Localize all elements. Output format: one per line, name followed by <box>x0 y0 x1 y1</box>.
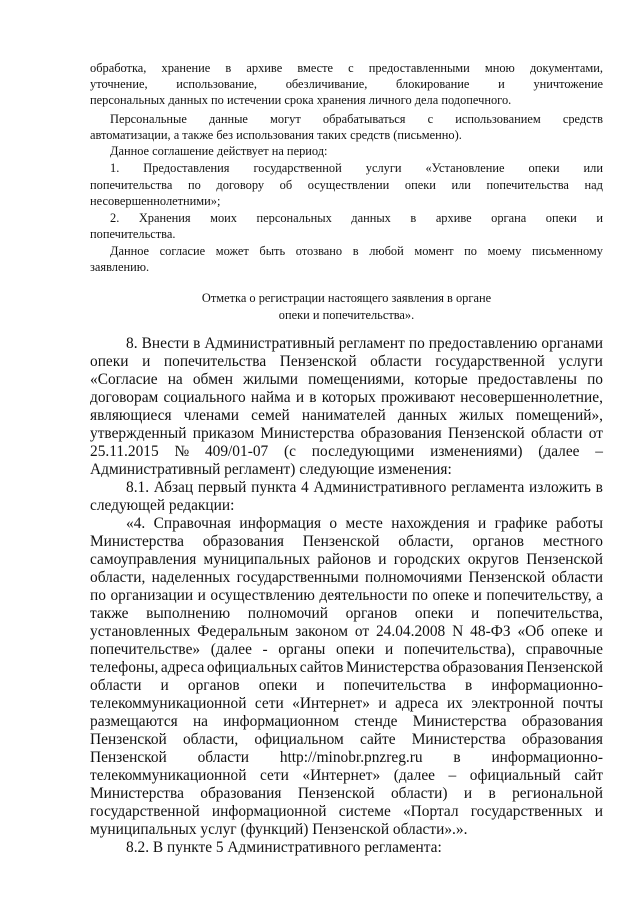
word: информационно- <box>491 677 603 694</box>
word: и <box>385 641 394 658</box>
amendment-line <box>90 695 603 713</box>
word: данных <box>397 407 448 424</box>
word: приказом <box>192 425 255 442</box>
word: самоуправления <box>90 551 197 568</box>
amendment-line <box>90 551 603 569</box>
word: полномочий <box>247 605 328 622</box>
word: системе <box>338 803 391 820</box>
word: обезличивание, <box>285 77 368 91</box>
word: городских <box>393 551 461 568</box>
word: уточнение, <box>90 77 148 91</box>
word: телефоны, <box>90 659 159 676</box>
word: данные <box>209 112 248 126</box>
amendment-line <box>90 443 603 461</box>
word: социального <box>163 389 246 406</box>
word: округов <box>467 551 519 568</box>
word: семей <box>251 407 290 424</box>
word: – <box>595 443 603 460</box>
word: Пензенской <box>447 425 525 442</box>
word: найма <box>250 389 291 406</box>
word: на <box>192 713 209 730</box>
word: на <box>167 371 183 388</box>
word: государственных <box>470 803 583 820</box>
word: деятельности <box>319 587 408 604</box>
consent-line: заявлению. <box>90 260 150 274</box>
word: 409/01-07 <box>204 443 269 460</box>
word: проживают <box>381 389 456 406</box>
word: и <box>378 551 387 568</box>
word: Административного <box>313 479 447 496</box>
word: Хранения <box>138 211 191 225</box>
word: Пензенской <box>302 533 380 550</box>
word: данных <box>351 211 391 225</box>
word: по <box>412 587 428 604</box>
consent-line <box>110 210 603 226</box>
word: использованием <box>455 112 541 126</box>
word: могут <box>270 112 301 126</box>
word: предоставлены <box>477 371 577 388</box>
word: утвержденный <box>90 425 187 442</box>
word: об <box>279 178 293 192</box>
word: жилых <box>459 407 504 424</box>
word: регламента <box>451 479 525 496</box>
word: которых <box>321 389 376 406</box>
word: опеки <box>258 677 298 694</box>
word: официальный <box>469 767 561 784</box>
word: полномочиями <box>365 569 463 586</box>
amendment-line <box>90 641 603 659</box>
word: «Интернет» <box>302 767 381 784</box>
word: «Согласие <box>90 371 158 388</box>
consent-line <box>110 111 603 127</box>
amendment-line <box>90 533 603 551</box>
word: опеке <box>432 587 470 604</box>
word: опеки <box>404 178 436 192</box>
word: также <box>90 605 129 622</box>
word: образования <box>521 731 603 748</box>
word: образования <box>202 533 284 550</box>
amendment-line <box>126 515 603 533</box>
word: работы <box>556 515 603 532</box>
word: государственной <box>435 353 545 370</box>
word: попечительства, <box>496 605 603 622</box>
word: Министерства <box>260 425 355 442</box>
word: попечительства), <box>403 641 516 658</box>
word: обмен <box>192 371 234 388</box>
amendment-line <box>126 479 603 497</box>
word: «Установление <box>425 161 505 175</box>
consent-line <box>90 177 603 193</box>
word: момент <box>414 244 454 258</box>
word: почты <box>562 695 603 712</box>
word: о <box>329 515 338 532</box>
registration-note-line: Отметка о регистрации настоящего заявления в органе <box>201 291 492 305</box>
word: опеки <box>335 641 375 658</box>
amendment-line <box>90 749 603 767</box>
word: официальных <box>206 659 298 676</box>
word: Административный <box>204 335 335 352</box>
word: области) <box>390 785 448 802</box>
word: образования <box>360 425 442 442</box>
word: по <box>587 371 603 388</box>
word: органа <box>491 211 527 225</box>
word: или <box>583 161 603 175</box>
word: нанимателей <box>301 407 386 424</box>
word: 4 <box>301 479 309 496</box>
word: «Портал <box>402 803 459 820</box>
word: и <box>142 353 151 370</box>
word: попечительстве» <box>90 641 201 658</box>
word: письменному <box>531 244 603 258</box>
word: справочные <box>525 641 603 658</box>
amendment-line <box>90 785 603 803</box>
word: электронной <box>471 695 555 712</box>
word: 1. <box>110 161 120 175</box>
amendment-line: муниципальных услуг (функций) Пензенской области».». <box>90 821 468 838</box>
word: и <box>594 623 603 640</box>
word: изменениями) <box>430 443 523 460</box>
word: по <box>408 335 425 352</box>
amendment-line <box>90 659 603 677</box>
word: договору <box>216 178 265 192</box>
word: жилыми <box>243 371 298 388</box>
word: Предоставления <box>143 161 230 175</box>
word: законом <box>295 623 348 640</box>
word: области <box>370 353 422 370</box>
word: Министерства <box>345 659 440 676</box>
word: телекоммуникационной <box>90 695 247 712</box>
word: последующими <box>311 443 415 460</box>
consent-line: автоматизации, а также без использования таких средств (письменно). <box>90 128 462 142</box>
word: Данное <box>110 244 150 258</box>
word: опеки <box>90 353 129 370</box>
word: опеки <box>545 211 577 225</box>
word: органов <box>187 677 240 694</box>
amendment-line: следующей редакции: <box>90 497 235 514</box>
word: опеки <box>528 161 560 175</box>
word: и <box>473 587 482 604</box>
word: и <box>498 77 505 91</box>
word: области <box>90 677 142 694</box>
word: области <box>531 425 583 442</box>
amendment-line <box>90 389 603 407</box>
word: государственной <box>253 161 342 175</box>
word: Пензенской <box>297 785 375 802</box>
word: Пензенской <box>526 551 603 568</box>
consent-line: персональных данных по истечении срока хранения личного дела подопечного. <box>90 93 512 107</box>
word: органов <box>345 605 398 622</box>
word: нахождения <box>391 515 470 532</box>
word: образования <box>521 713 603 730</box>
word: месте <box>345 515 383 532</box>
word: (далее <box>210 641 252 658</box>
word: услуги <box>558 353 603 370</box>
word: адреса <box>395 695 439 712</box>
amendment-line <box>90 587 603 605</box>
word: и <box>316 677 325 694</box>
word: Пензенской <box>468 569 546 586</box>
word: 25.11.2015 <box>90 443 159 460</box>
word: несовершеннолетние, <box>460 389 603 406</box>
word: или <box>451 178 471 192</box>
word: от <box>588 425 603 442</box>
word: области, <box>182 731 239 748</box>
word: и <box>160 677 169 694</box>
word: – <box>448 767 457 784</box>
word: моему <box>487 244 522 258</box>
word: опеке <box>551 623 588 640</box>
word: и <box>463 785 473 802</box>
word: мною <box>484 61 515 75</box>
word: документами, <box>529 61 603 75</box>
amendment-line <box>90 803 603 821</box>
word: может <box>215 244 249 258</box>
word: 48-ФЗ <box>470 623 511 640</box>
consent-line <box>110 243 603 259</box>
word: блокирование <box>396 77 470 91</box>
word: установленных <box>90 623 191 640</box>
word: муниципальных <box>203 551 311 568</box>
word: Персональные <box>110 112 187 126</box>
word: в <box>453 749 461 766</box>
word: сайт <box>574 767 603 784</box>
word: «Интернет» <box>292 695 370 712</box>
word: в <box>352 244 359 258</box>
word: и <box>596 211 603 225</box>
amendment-line: Административный регламент) следующие изменения: <box>90 461 452 478</box>
word: в <box>225 61 232 75</box>
word: попечительству, <box>486 587 592 604</box>
word: с <box>427 112 434 126</box>
word: образования <box>200 785 282 802</box>
word: сети <box>254 695 284 712</box>
word: и <box>197 587 206 604</box>
word: обработка, <box>90 61 147 75</box>
word: Пензенской <box>90 731 167 748</box>
word: Министерства <box>411 731 506 748</box>
word: стенде <box>354 713 398 730</box>
consent-line: попечительства. <box>90 227 176 241</box>
word: первый <box>197 479 247 496</box>
word: - <box>262 641 268 658</box>
consent-line: несовершеннолетними»; <box>90 194 221 208</box>
word: в <box>465 677 473 694</box>
word: моих <box>210 211 237 225</box>
word: предоставлению <box>428 335 538 352</box>
word: N <box>452 623 464 640</box>
consent-line: Данное соглашение действует на период: <box>110 144 328 158</box>
word: архиве <box>435 211 472 225</box>
word: согласие <box>159 244 206 258</box>
word: органами <box>541 335 603 352</box>
word: любой <box>369 244 404 258</box>
word: местного <box>542 533 603 550</box>
word: помещений», <box>515 407 603 424</box>
word: Внести <box>141 335 190 352</box>
word: Пензенской <box>526 659 603 676</box>
word: районов <box>317 551 372 568</box>
amendment-line <box>90 713 603 731</box>
word: информационном <box>223 713 340 730</box>
word: (с <box>284 443 296 460</box>
word: изложить <box>529 479 591 496</box>
word: информация <box>239 515 322 532</box>
word: в <box>488 785 496 802</box>
amendment-line <box>90 569 603 587</box>
word: 2. <box>110 211 120 225</box>
word: услуги <box>365 161 402 175</box>
word: сайтов <box>299 659 344 676</box>
consent-line <box>90 60 603 76</box>
amendment-line <box>90 407 603 425</box>
word: Пензенской <box>279 353 357 370</box>
word: в <box>309 389 317 406</box>
word: 8. <box>126 335 138 352</box>
consent-line <box>110 160 603 176</box>
word: и <box>295 389 305 406</box>
word: адреса <box>160 659 205 676</box>
word: выполнению <box>146 605 231 622</box>
amendment-line <box>90 353 603 371</box>
word: осуществлению <box>210 587 315 604</box>
word: отозвано <box>295 244 343 258</box>
word: Министерства <box>412 713 507 730</box>
word: информационной <box>211 803 327 820</box>
word: «4. <box>126 515 146 532</box>
amendment-line <box>90 731 603 749</box>
amendment-line <box>90 767 603 785</box>
word: Министерства <box>90 533 184 550</box>
word: размещаются <box>90 713 178 730</box>
word: Министерства <box>90 785 184 802</box>
word: попечительства <box>163 353 267 370</box>
word: использование, <box>176 77 257 91</box>
word: (далее <box>393 767 435 784</box>
word: быть <box>259 244 286 258</box>
amendment-line <box>90 371 603 389</box>
word: предоставленными <box>368 61 470 75</box>
word: области, <box>90 569 146 586</box>
word: средств <box>562 112 603 126</box>
word: области, <box>398 533 454 550</box>
word: пункта <box>251 479 297 496</box>
word: органы <box>278 641 326 658</box>
word: членами <box>183 407 240 424</box>
word: сети <box>260 767 289 784</box>
registration-note-line: опеки и попечительства». <box>278 308 415 322</box>
word: осуществлении <box>307 178 390 192</box>
amendment-line <box>90 677 603 695</box>
word: по <box>187 178 201 192</box>
word: Справочная <box>153 515 232 532</box>
amendment-line <box>90 623 603 641</box>
amendment-line <box>126 335 603 353</box>
word: области <box>197 749 250 766</box>
word: по <box>90 587 106 604</box>
word: являющиеся <box>90 407 172 424</box>
word: (далее <box>538 443 580 460</box>
word: Пензенской <box>90 749 167 766</box>
word: наделенных <box>151 569 231 586</box>
word: хранение <box>161 61 211 75</box>
word: персональных <box>256 211 332 225</box>
word: и <box>470 605 480 622</box>
word: телекоммуникационной <box>90 767 247 784</box>
word: http://minobr.pnzreg.ru <box>279 749 423 766</box>
amendment-line <box>90 425 603 443</box>
word: опеки <box>414 605 454 622</box>
word: Федеральным <box>197 623 289 640</box>
word: от <box>354 623 370 640</box>
word: официальном <box>254 731 344 748</box>
word: вместе <box>297 61 334 75</box>
word: и <box>378 695 387 712</box>
word: Абзац <box>153 479 194 496</box>
word: по <box>464 244 477 258</box>
amendment-line <box>90 605 603 623</box>
word: в <box>410 211 417 225</box>
word: «Об <box>517 623 545 640</box>
word: сайте <box>359 731 396 748</box>
word: попечительства <box>343 677 446 694</box>
word: их <box>446 695 463 712</box>
word: попечительства <box>90 178 173 192</box>
word: обрабатываться <box>322 112 406 126</box>
word: государственными <box>236 569 359 586</box>
word: информационно- <box>491 749 603 766</box>
amendment-line: 8.2. В пункте 5 Административного регламента: <box>126 839 442 856</box>
word: 24.04.2008 <box>375 623 446 640</box>
word: 8.1. <box>126 479 150 496</box>
word: а <box>596 587 603 604</box>
word: в <box>595 479 603 496</box>
word: помещениями, <box>308 371 405 388</box>
word: и <box>477 515 487 532</box>
word: попечительства <box>486 178 569 192</box>
word: № <box>174 443 190 460</box>
word: образования <box>442 659 524 676</box>
word: графике <box>494 515 548 532</box>
word: и <box>594 803 603 820</box>
word: регламент <box>338 335 405 352</box>
word: которые <box>414 371 468 388</box>
word: в <box>193 335 201 352</box>
word: органов <box>472 533 525 550</box>
word: государственной <box>90 803 200 820</box>
word: региональной <box>512 785 603 802</box>
consent-line <box>90 76 603 92</box>
word: над <box>584 178 603 192</box>
word: договорам <box>90 389 159 406</box>
word: уничтожение <box>533 77 603 91</box>
word: области <box>551 569 603 586</box>
word: организации <box>110 587 194 604</box>
word: с <box>348 61 354 75</box>
word: архиве <box>246 61 283 75</box>
